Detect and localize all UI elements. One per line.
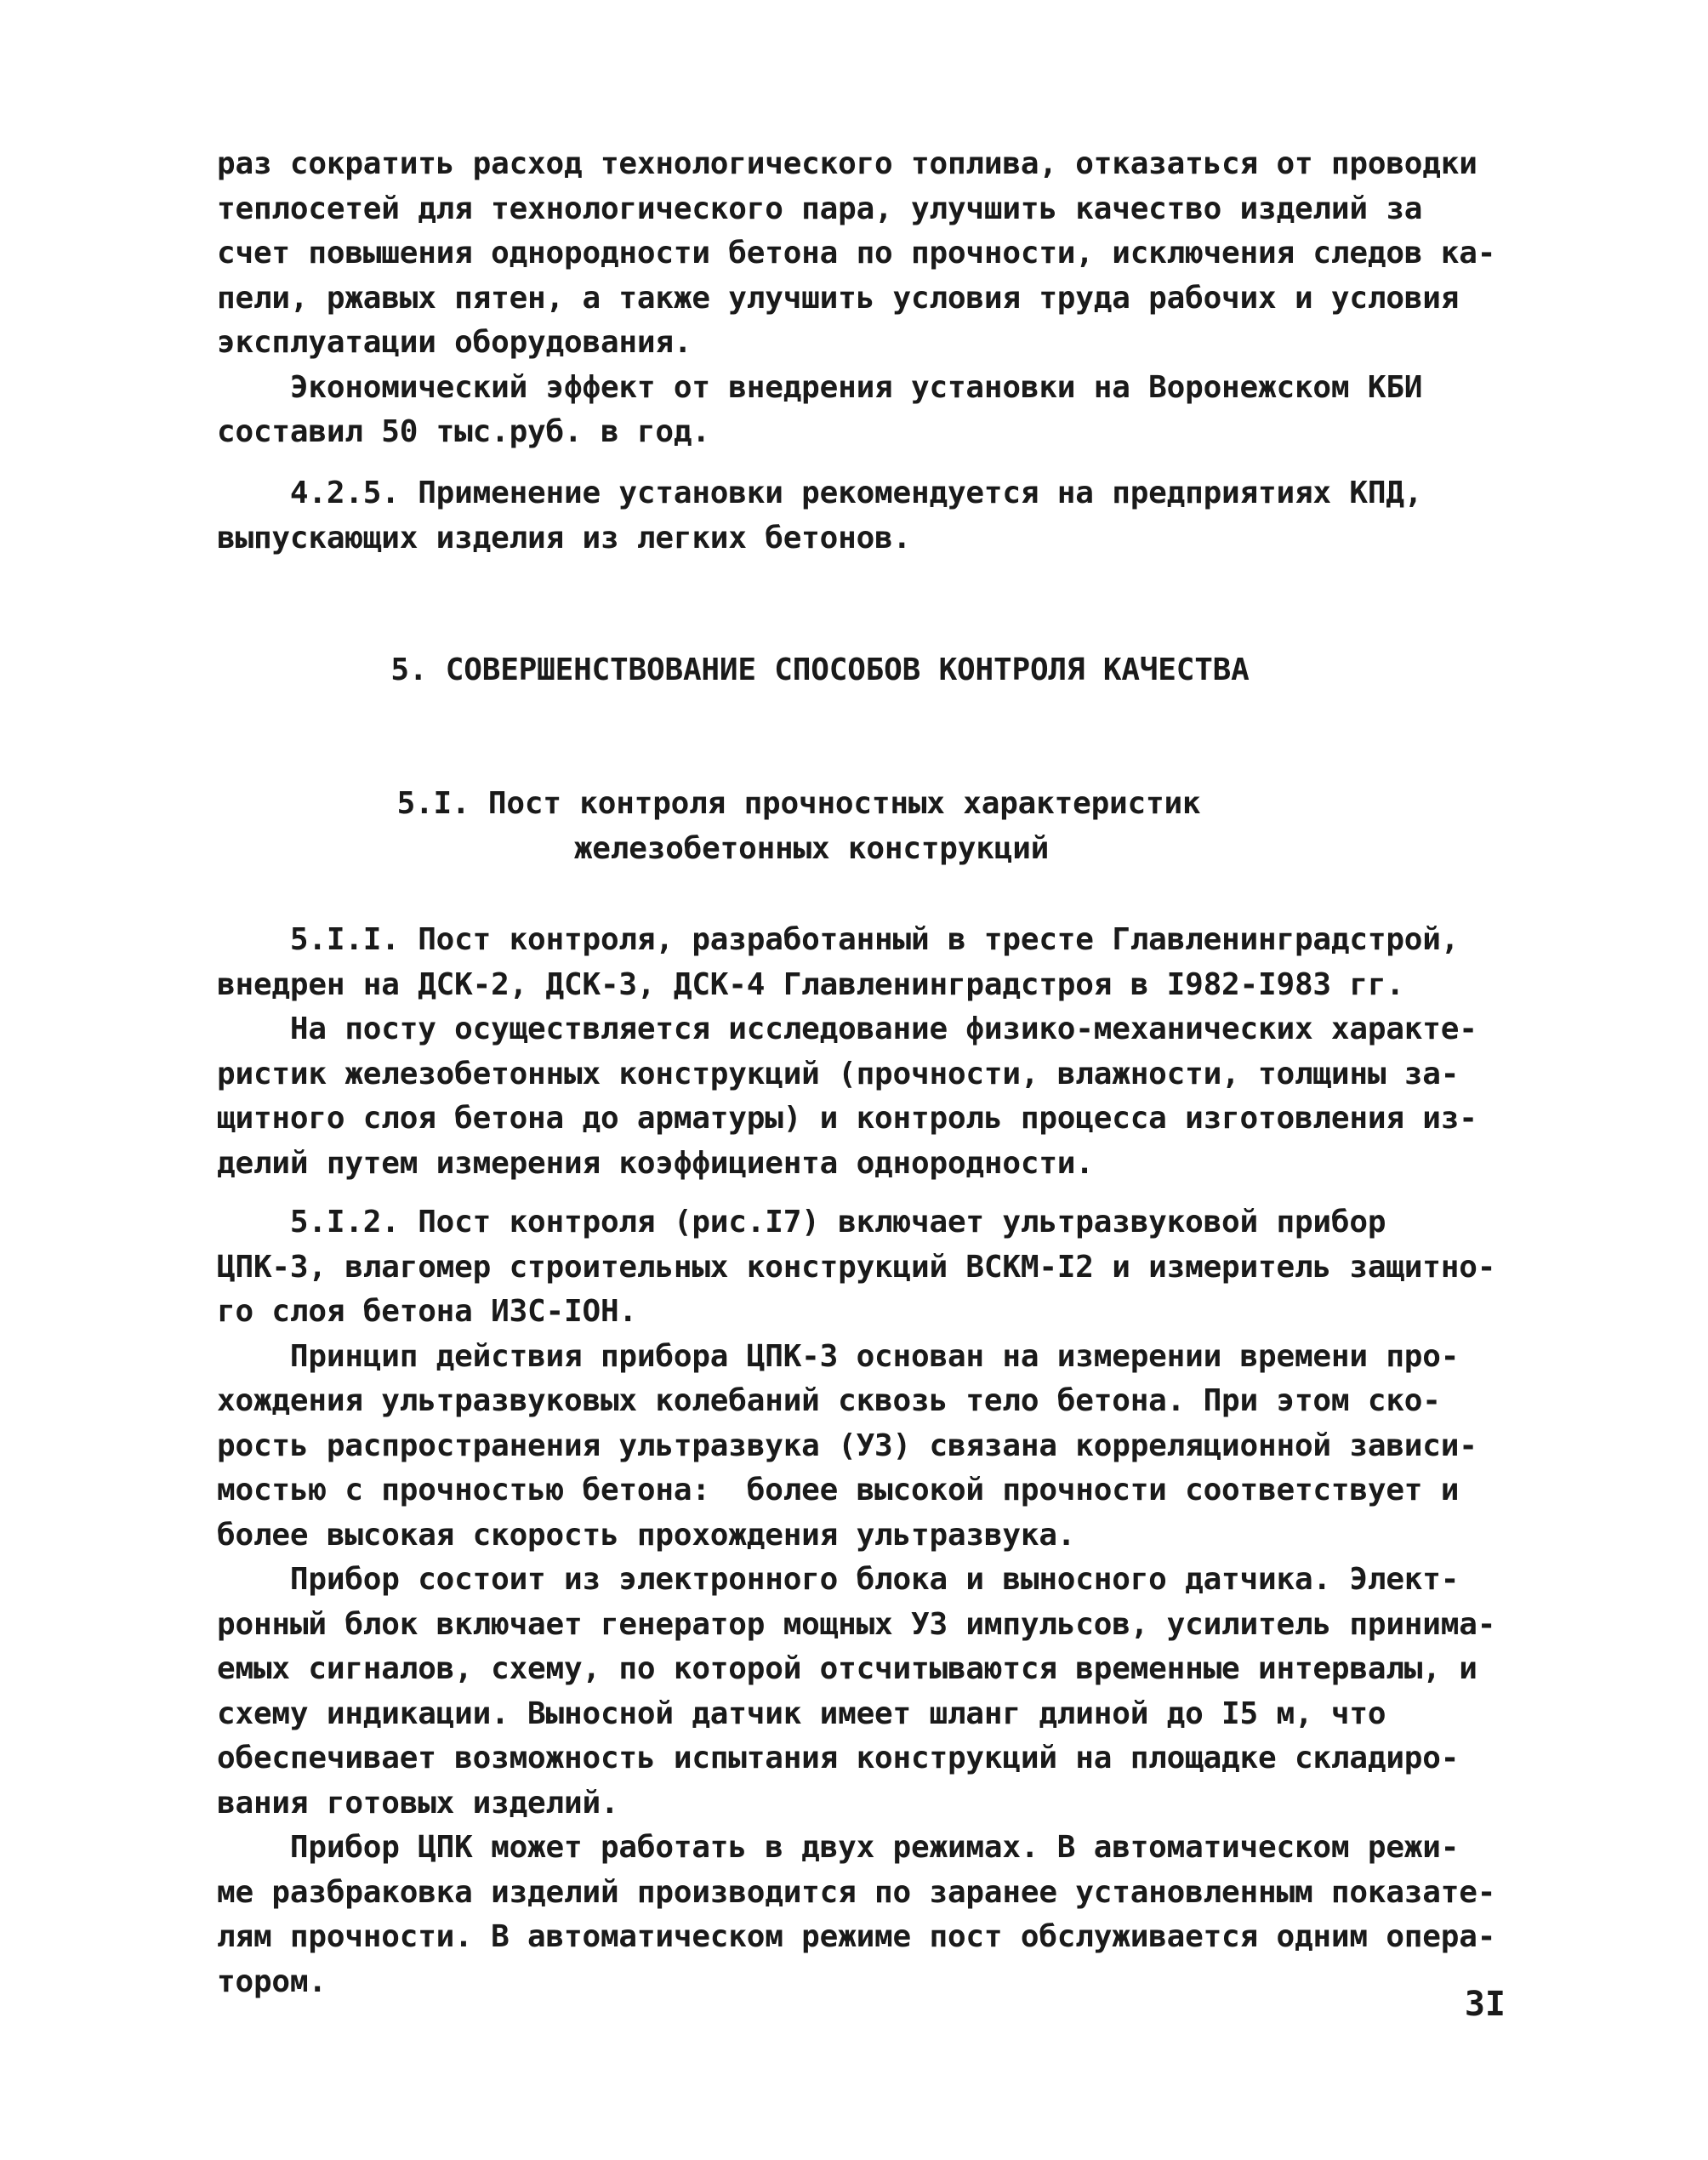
text-line: го слоя бетона ИЗС-IОН. <box>217 1294 637 1329</box>
text-line: Принцип действия прибора ЦПК-3 основан на измерении времени про- <box>217 1338 1460 1374</box>
text-line: мостью с прочностью бетона: более высокой прочности соответствует и <box>217 1473 1460 1507</box>
text-line: На посту осуществляется исследование физико-механических характе- <box>217 1012 1477 1046</box>
text-line: счет повышения однородности бетона по прочности, исключения следов ка- <box>217 236 1496 271</box>
text-line: составил 50 тыс.руб. в год. <box>217 414 710 449</box>
text-line: ме разбраковка изделий производится по заранее установленным показате- <box>217 1874 1496 1910</box>
text-line: обеспечивает возможность испытания конструкций на площадке складиро- <box>217 1741 1460 1775</box>
text-line: теплосетей для технологического пара, улучшить качество изделий за <box>217 191 1423 226</box>
text-line: делий путем измерения коэффициента однородности. <box>217 1145 1094 1181</box>
text-line: ЦПК-3, влагомер строительных конструкций ВСКМ-I2 и измеритель защитно- <box>217 1249 1496 1285</box>
section-heading <box>0 648 1674 693</box>
subsection-heading <box>0 782 1653 871</box>
text-line: ронный блок включает генератор мощных УЗ импульсов, усилитель принима- <box>217 1606 1496 1642</box>
text-line: рость распространения ультразвука (УЗ) связана корреляционной зависи- <box>217 1428 1477 1463</box>
text-line: выпускающих изделия из легких бетонов. <box>217 520 912 556</box>
text-line: раз сократить расход технологического топлива, отказаться от проводки <box>217 146 1477 181</box>
text-line: 4.2.5. Применение установки рекомендуется на предприятиях КПД, <box>217 476 1423 510</box>
text-line: щитного слоя бетона до арматуры) и контроль процесса изготовления из- <box>217 1101 1477 1136</box>
subsection-heading-line-1: 5.I. Пост контроля прочностных характеристик <box>396 786 1201 821</box>
text-line: пели, ржавых пятен, а также улучшить условия труда рабочих и условия <box>217 280 1460 316</box>
text-line: лям прочности. В автоматическом режиме пост обслуживается одним опера- <box>217 1919 1496 1954</box>
text-line: ристик железобетонных конструкций (прочности, влажности, толщины за- <box>217 1056 1460 1091</box>
paragraph-5-1-1 <box>217 918 1501 1186</box>
text-line: Прибор ЦПК может работать в двух режимах. В автоматическом режи- <box>217 1830 1460 1865</box>
text-line: эксплуатации оборудования. <box>217 325 692 360</box>
text-line: схему индикации. Выносной датчик имеет шланг длиной до I5 м, что <box>217 1696 1386 1731</box>
text-line: емых сигналов, схему, по которой отсчитываются временные интервалы, и <box>217 1651 1477 1686</box>
top-paragraph <box>217 142 1501 455</box>
text-line: внедрен на ДСК-2, ДСК-3, ДСК-4 Главленинградстроя в I982-I983 гг. <box>217 966 1404 1002</box>
section-heading-text: 5. СОВЕРШЕНСТВОВАНИЕ СПОСОБОВ КОНТРОЛЯ КАЧЕСТВА <box>390 653 1250 687</box>
paragraph-5-1-2 <box>217 1200 1501 2004</box>
text-line: Экономический эффект от внедрения установки на Воронежском КБИ <box>217 369 1423 405</box>
text-line: хождения ультразвуковых колебаний сквозь тело бетона. При этом ско- <box>217 1383 1441 1418</box>
text-line: более высокая скорость прохождения ультразвука. <box>217 1517 1076 1553</box>
text-line: 5.I.2. Пост контроля (рис.I7) включает ультразвуковой прибор <box>217 1205 1386 1240</box>
page-number: 3I <box>1464 1985 1506 2024</box>
text-line: вания готовых изделий. <box>217 1785 619 1821</box>
text-line: 5.I.I. Пост контроля, разработанный в тресте Главленинградстрой, <box>217 922 1460 957</box>
paragraph-4-2-5 <box>217 471 1501 561</box>
text-line: тором. <box>217 1963 327 1999</box>
subsection-heading-line-2: железобетонных конструкций <box>573 830 1050 866</box>
text-line: Прибор состоит из электронного блока и выносного датчика. Элект- <box>217 1562 1460 1597</box>
